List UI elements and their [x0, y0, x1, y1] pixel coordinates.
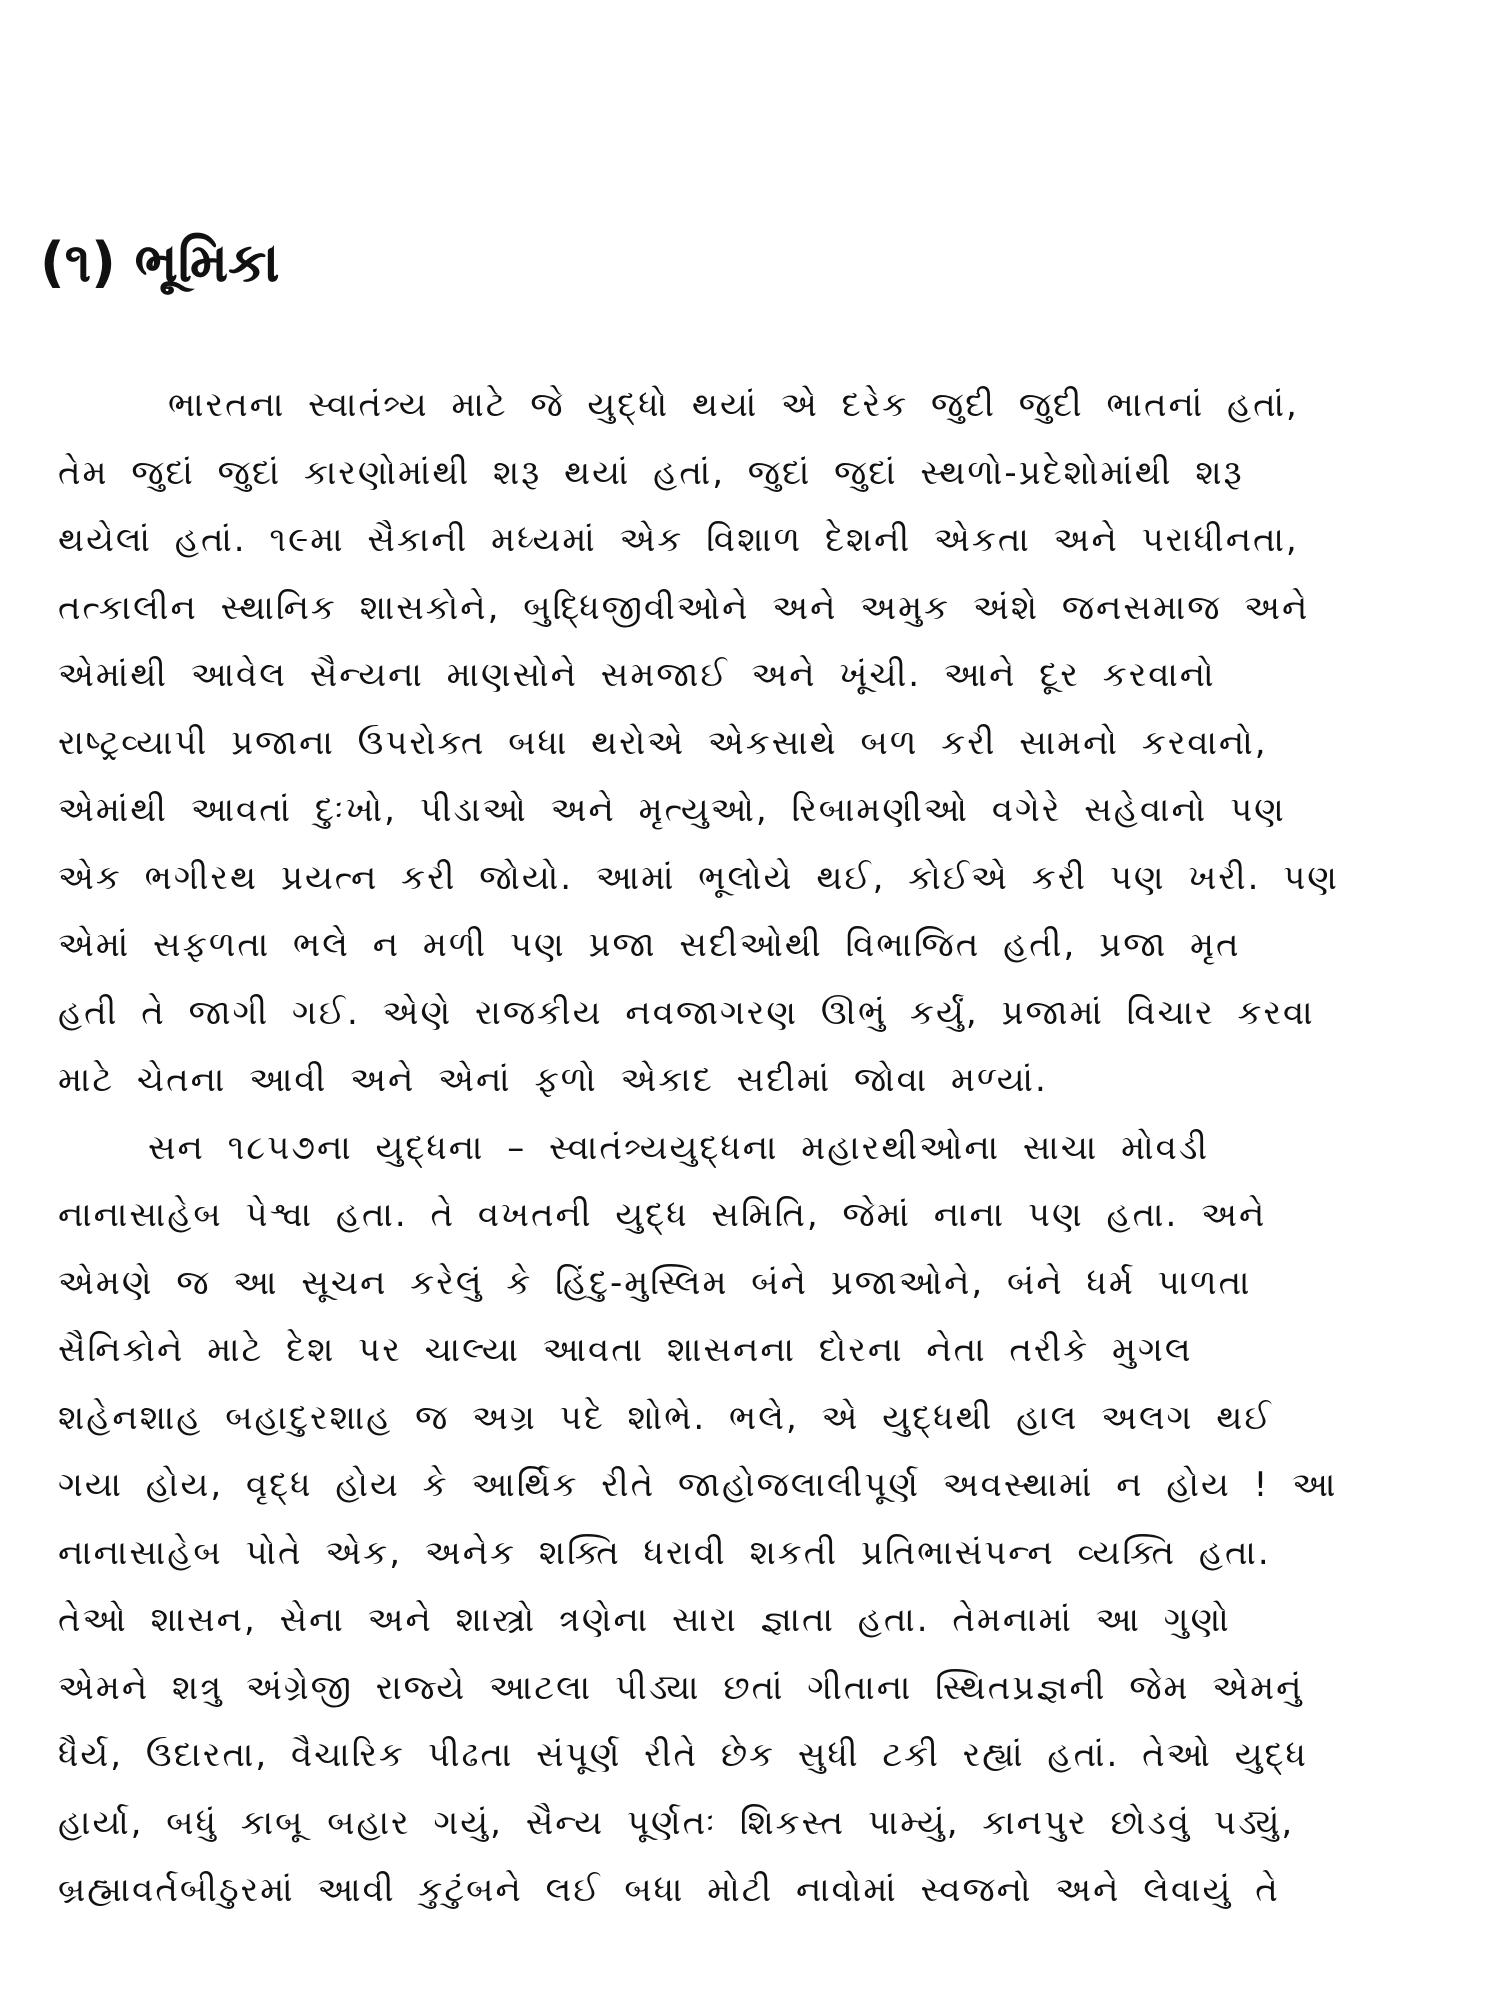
text-line: માટે ચેતના આવી અને એનાં ફળો એકાદ સદીમાં જોવા મળ્યાં. — [58, 1060, 1048, 1100]
text-line: સન ૧૮૫૭ના યુદ્ધના – સ્વાતંત્ર્યયુદ્ધના મહારથીઓના સાચા મોવડી — [148, 1127, 1210, 1168]
section-heading: (૧) ભૂમિકા — [40, 231, 280, 294]
body-text — [58, 372, 1478, 1925]
text-line: એમણે જ આ સૂચન કરેલું કે હિંદુ-મુસ્લિમ બંને પ્રજાઓને, બંને ધર્મ પાળતા — [58, 1262, 1252, 1303]
text-line: તેઓ શાસન, સેના અને શાસ્ત્રો ત્રણેના સારા જ્ઞાતા હતા. તેમનામાં આ ગુણો — [58, 1600, 1231, 1640]
text-line: તેમ જુદાં જુદાં કારણોમાંથી શરૂ થયાં હતાં, જુદાં જુદાં સ્થળો-પ્રદેશોમાંથી શરૂ — [58, 452, 1244, 493]
text-line: થયેલાં હતાં. ૧૯મા સૈકાની મધ્યમાં એક વિશાળ દેશની એકતા અને પરાધીનતા, — [58, 520, 1299, 560]
text-line: ધૈર્ય, ઉદારતા, વૈચારિક પીઢતા સંપૂર્ણ રીતે છેક સુધી ટકી રહ્યાં હતાં. તેઓ યુદ્ધ — [58, 1735, 1308, 1775]
text-line: રાષ્ટ્રવ્યાપી પ્રજાના ઉપરોક્ત બધા થરોએ એકસાથે બળ કરી સામનો કરવાનો, — [58, 722, 1268, 763]
text-line: નાનાસાહેબ પોતે એક, અનેક શક્તિ ધરાવી શકતી પ્રતિભાસંપન્ન વ્યક્તિ હતા. — [58, 1532, 1271, 1573]
text-line: એમને શત્રુ અંગ્રેજી રાજ્યે આટલા પીડ્યા છતાં ગીતાના સ્થિતપ્રજ્ઞની જેમ એમનું — [58, 1667, 1304, 1708]
text-line: તત્કાલીન સ્થાનિક શાસકોને, બુદ્ધિજીવીઓને અને અમુક અંશે જનસમાજ અને — [58, 587, 1310, 628]
text-line: નાનાસાહેબ પેશ્વા હતા. તે વખતની યુદ્ધ સમિતિ, જેમાં નાના પણ હતા. અને — [58, 1195, 1267, 1235]
text-line: એમાંથી આવેલ સૈન્યના માણસોને સમજાઈ અને ખૂંચી. આને દૂર કરવાનો — [58, 655, 1216, 695]
text-line: શહેનશાહ બહાદુરશાહ જ અગ્ર પદે શોભે. ભલે, એ યુદ્ધથી હાલ અલગ થઈ — [58, 1397, 1273, 1438]
text-line: સૈનિકોને માટે દેશ પર ચાલ્યા આવતા શાસનના દોરના નેતા તરીકે મુગલ — [58, 1330, 1193, 1370]
text-line: એક ભગીરથ પ્રયત્ન કરી જોયો. આમાં ભૂલોયે થઈ, કોઈએ કરી પણ ખરી. પણ — [58, 857, 1339, 898]
text-line: હતી તે જાગી ગઈ. એણે રાજકીય નવજાગરણ ઊભું કર્યું, પ્રજામાં વિચાર કરવા — [58, 992, 1315, 1033]
text-line: એમાં સફળતા ભલે ન મળી પણ પ્રજા સદીઓથી વિભાજિત હતી, પ્રજા મૃત — [58, 925, 1241, 965]
text-line: ભારતના સ્વાતંત્ર્ય માટે જે યુદ્ધો થયાં એ દરેક જુદી જુદી ભાતનાં હતાં, — [168, 385, 1299, 425]
text-line: બ્રહ્માવર્તબીઠુરમાં આવી કુટુંબને લઈ બધા મોટી નાવોમાં સ્વજનો અને લેવાયું તે — [58, 1870, 1280, 1910]
text-line: એમાંથી આવતાં દુઃખો, પીડાઓ અને મૃત્યુઓ, રિબામણીઓ વગેરે સહેવાનો પણ — [58, 790, 1286, 830]
text-line: હાર્યા, બધું કાબૂ બહાર ગયું, સૈન્ય પૂર્ણતઃ શિકસ્ત પામ્યું, કાનપુર છોડવું પડ્યું, — [58, 1802, 1295, 1843]
text-line: ગયા હોય, વૃદ્ધ હોય કે આર્થિક રીતે જાહોજલાલીપૂર્ણ અવસ્થામાં ન હોય ! આ — [58, 1465, 1338, 1505]
